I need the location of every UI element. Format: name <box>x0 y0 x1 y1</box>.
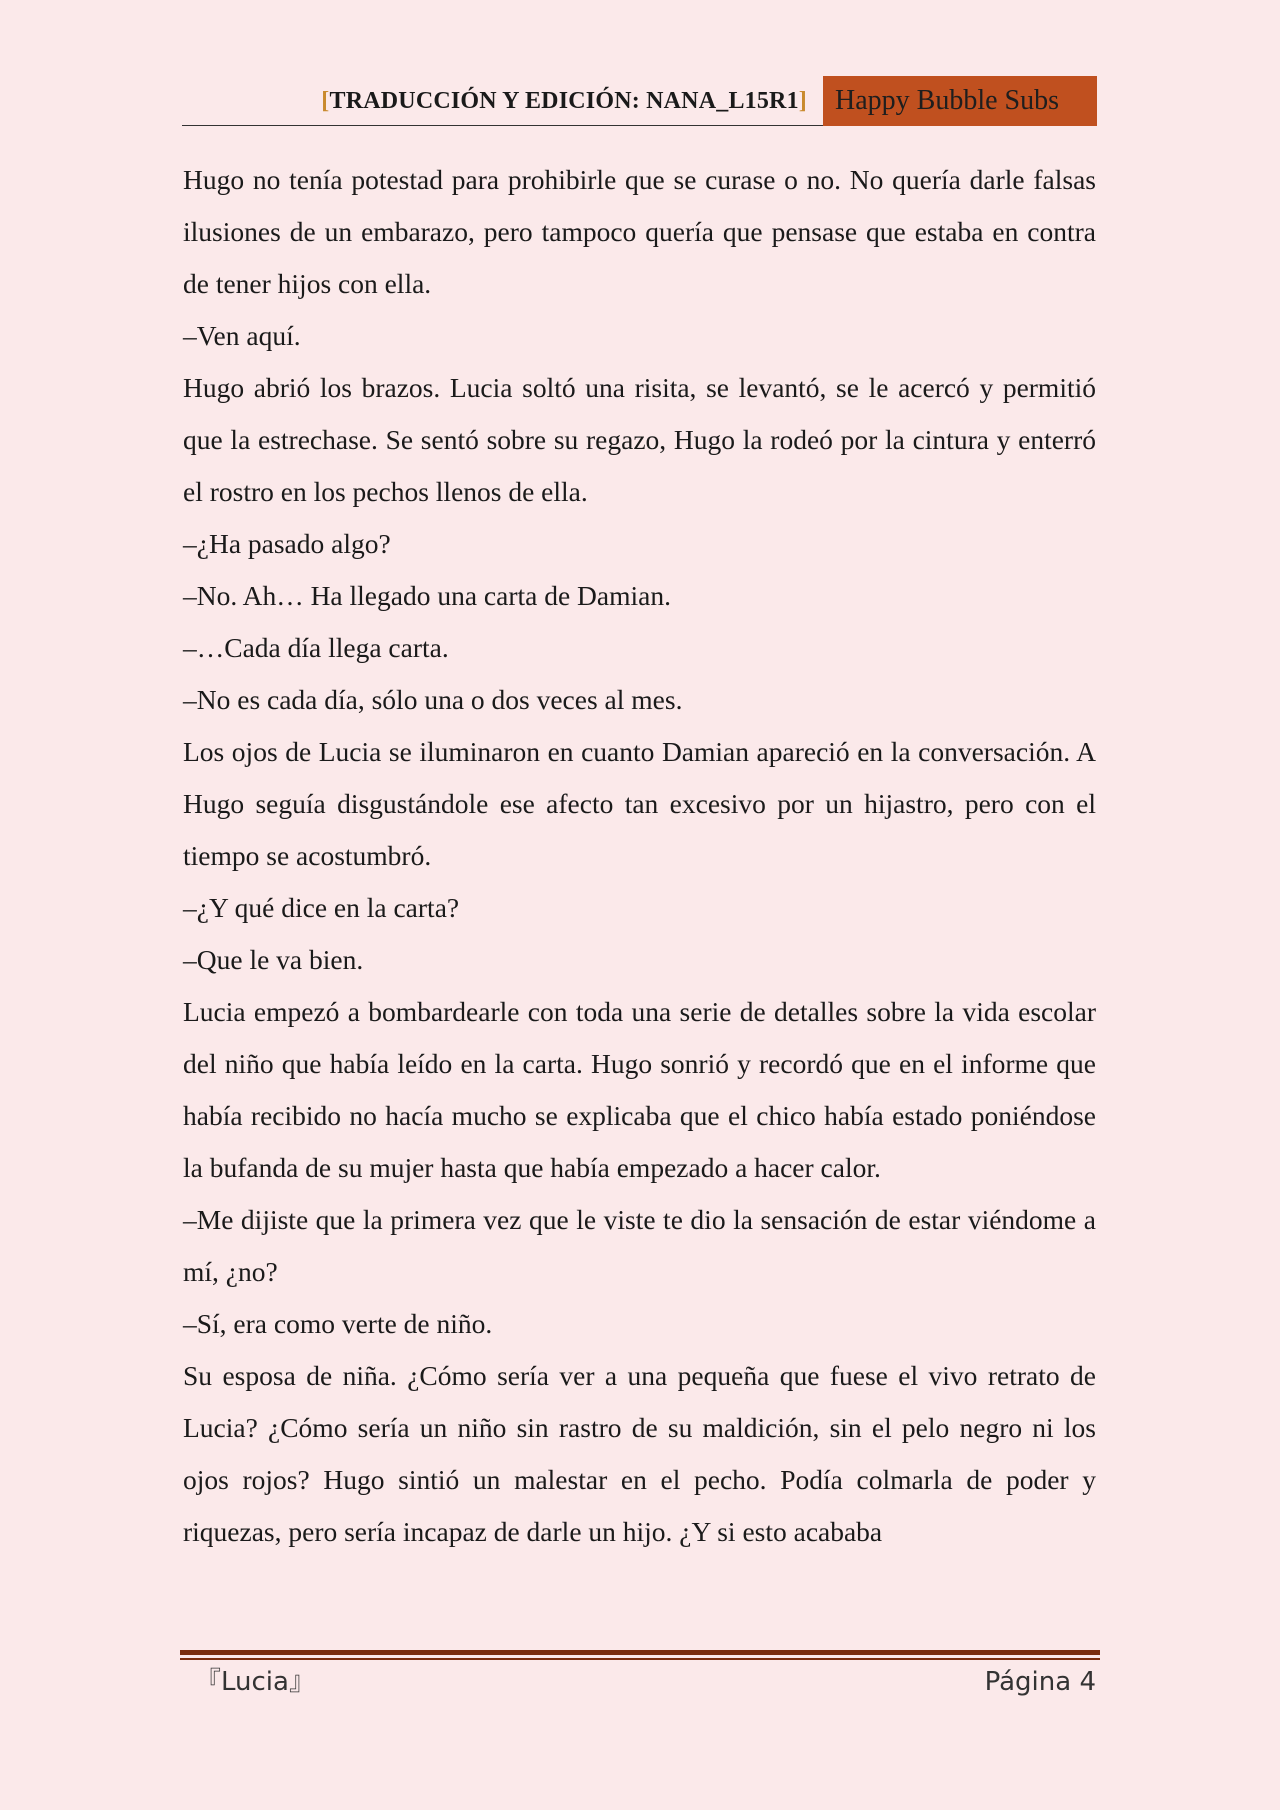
footer-page-number: Página 4 <box>984 1667 1096 1697</box>
paragraph: –¿Y qué dice en la carta? <box>183 892 460 923</box>
footer-rule <box>180 1650 1100 1655</box>
paragraph: –…Cada día llega carta. <box>183 632 449 663</box>
page-body <box>183 154 1096 1558</box>
paragraph: –Me dijiste que la primera vez que le viste te dio la sensación de estar viéndome a mí, ¿no? <box>183 1204 1096 1287</box>
paragraph: Su esposa de niña. ¿Cómo sería ver a una pequeña que fuese el vivo retrato de Lucia? ¿Cómo sería un niño sin rastro de su maldición, sin el pelo negro ni los ojos rojos? Hugo sintió un malestar en el pecho. Podía colmarla de poder y riquezas, pero sería incapaz de darle un hijo. ¿Y si esto acababa <box>183 1360 1096 1547</box>
translation-credit <box>321 88 807 115</box>
paragraph: Hugo no tenía potestad para prohibirle que se curase o no. No quería darle falsas ilusiones de un embarazo, pero tampoco quería que pensase que estaba en contra de tener hijos con ella. <box>183 164 1096 299</box>
paragraph: –No. Ah… Ha llegado una carta de Damian. <box>183 580 671 611</box>
paragraph: –Sí, era como verte de niño. <box>183 1308 493 1339</box>
page-header <box>182 76 1097 126</box>
paragraph: –No es cada día, sólo una o dos veces al mes. <box>183 684 683 715</box>
group-badge: Happy Bubble Subs <box>823 76 1097 126</box>
paragraph: –¿Ha pasado algo? <box>183 528 391 559</box>
credit-text: TRADUCCIÓN Y EDICIÓN: NANA_L15R1 <box>329 88 799 114</box>
paragraph: –Que le va bien. <box>183 944 364 975</box>
paragraph: –Ven aquí. <box>183 320 301 351</box>
footer-book-title: 『Lucia』 <box>195 1667 315 1697</box>
paragraph: Hugo abrió los brazos. Lucia soltó una risita, se levantó, se le acercó y permitió que la estrechase. Se sentó sobre su regazo, Hugo la rodeó por la cintura y enterró el rostro en los pechos llenos de ella. <box>183 372 1096 507</box>
paragraph: Lucia empezó a bombardearle con toda una serie de detalles sobre la vida escolar del niño que había leído en la carta. Hugo sonrió y recordó que en el informe que había recibido no hacía mucho se explicaba que el chico había estado poniéndose la bufanda de su mujer hasta que había empezado a hacer calor. <box>183 996 1096 1183</box>
credit-bracket-close: ] <box>798 88 807 114</box>
footer-rule-thin <box>180 1658 1100 1660</box>
credit-bracket-open: [ <box>321 88 330 114</box>
paragraph: Los ojos de Lucia se iluminaron en cuanto Damian apareció en la conversación. A Hugo seguía disgustándole ese afecto tan excesivo por un hijastro, pero con el tiempo se acostumbró. <box>183 736 1096 871</box>
